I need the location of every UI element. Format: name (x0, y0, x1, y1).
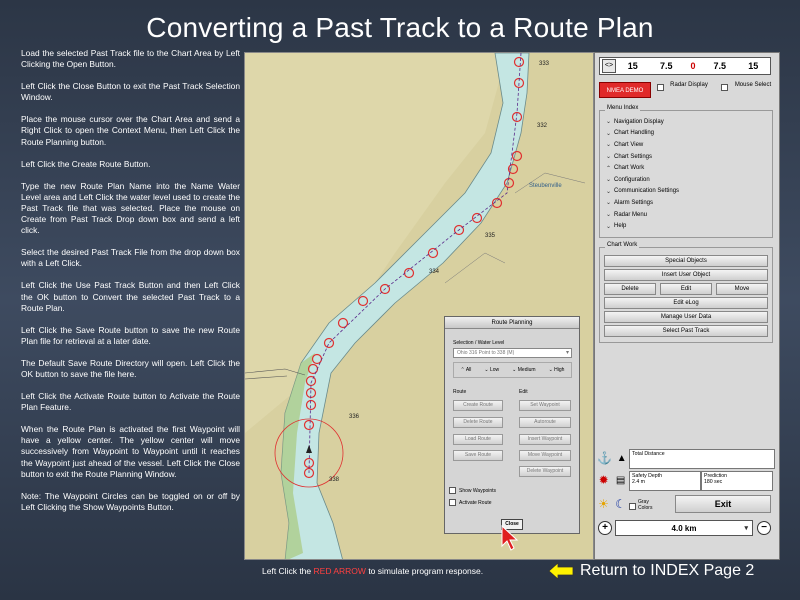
menu-item-label: Communication Settings (614, 188, 680, 195)
menu-item-label: Chart Settings (614, 153, 653, 160)
route-planning-title: Route Planning (445, 317, 579, 329)
instruction-step: Place the mouse cursor over the Chart Area and send a Right Click to open the Context Menu, then Left Click the Route Planning button. (21, 114, 240, 147)
chart-label: 336 (349, 414, 360, 420)
arrow-left-icon (548, 562, 574, 580)
delete-button[interactable]: Delete (604, 283, 656, 295)
return-to-index-button[interactable] (548, 562, 754, 580)
radar-display-checkbox[interactable] (657, 84, 664, 91)
show-waypoints-label: Show Waypoints (459, 487, 497, 494)
selection-dropdown[interactable] (453, 348, 572, 358)
depth-row (595, 471, 779, 491)
chart-label: 334 (429, 269, 440, 275)
display-row (595, 495, 779, 515)
chevron-down-icon: ⌄ (606, 200, 612, 207)
menu-item-chart-settings[interactable] (600, 151, 772, 163)
special-objects-button[interactable]: Special Objects (604, 255, 768, 267)
depth-icon[interactable]: ▤ (615, 474, 626, 486)
chevron-down-icon: ⌄ (548, 367, 553, 373)
safety-depth-value: 2.4 m (632, 479, 645, 485)
zoom-out-button[interactable]: − (757, 521, 771, 535)
chart-label: 332 (537, 123, 548, 129)
mouse-select-toggle[interactable] (721, 82, 775, 91)
footer-red-arrow: RED ARROW (313, 566, 366, 576)
scale-tick: 7.5 (713, 61, 727, 71)
instruction-step: Left Click the Close Button to exit the Past Track Selection Window. (21, 81, 240, 103)
insert-waypoint-button[interactable]: Insert Waypoint (519, 434, 571, 445)
red-arrow-icon[interactable] (500, 524, 520, 552)
gray-label: Gray (638, 499, 649, 505)
prediction-box[interactable] (701, 471, 773, 491)
activate-route-label: Activate Route (459, 499, 492, 506)
menu-item-communication-settings[interactable] (600, 186, 772, 198)
chevron-down-icon: ⌄ (606, 212, 612, 219)
zoom-in-button[interactable]: + (598, 521, 612, 535)
chevron-down-icon: ⌄ (606, 154, 612, 161)
level-label: High (554, 367, 565, 373)
level-label: Medium (517, 367, 536, 373)
chevron-down-icon: ⌄ (606, 177, 612, 184)
menu-item-label: Radar Menu (614, 211, 648, 218)
scale-tick: 0 (690, 61, 696, 71)
instructions-panel (21, 48, 240, 524)
instruction-step: Left Click the Activate Route button to Activate the Route Plan Feature. (21, 391, 240, 413)
insert-user-object-button[interactable]: Insert User Object (604, 269, 768, 281)
return-label: Return to INDEX Page 2 (580, 562, 755, 579)
mouse-select-label: Mouse Select (734, 82, 772, 88)
level-medium[interactable] (512, 367, 535, 373)
display-tools (595, 495, 629, 513)
menu-item-alarm-settings[interactable] (600, 197, 772, 209)
menu-item-configuration[interactable] (600, 174, 772, 186)
footer-prefix: Left Click the (262, 566, 312, 576)
level-all[interactable] (461, 367, 472, 373)
edit-elog-button[interactable]: Edit eLog (604, 297, 768, 309)
delete-waypoint-button[interactable]: Delete Waypoint (519, 466, 571, 477)
zoom-row (595, 519, 779, 537)
scale-tick: 15 (748, 61, 759, 71)
menu-item-label: Chart Handling (614, 130, 655, 137)
sun-icon[interactable]: ☀ (598, 497, 609, 511)
delete-route-button[interactable]: Delete Route (453, 417, 503, 428)
selection-value: Ohio 316 Point to 338 (M) (457, 350, 515, 356)
zoom-select[interactable] (615, 520, 753, 536)
chevron-down-icon: ⌄ (606, 130, 612, 137)
instruction-step: Select the desired Past Track File from the drop down box with a Left Click. (21, 247, 240, 269)
chevron-up-icon: ⌃ (606, 165, 612, 172)
chevron-up-icon: ⌃ (460, 367, 465, 373)
chevron-down-icon: ▾ (565, 350, 569, 356)
instruction-step: Left Click the Use Past Track Button and then Left Click the OK button to Convert the selected Past Track to a Route Plan. (21, 280, 240, 313)
instruction-step: The Default Save Route Directory will open. Left Click the OK button to save the file here. (21, 357, 240, 379)
total-distance-box (629, 449, 775, 469)
instruction-step: When the Route Plan is activated the first Waypoint will have a yellow center. The yellow center will move successively from Waypoint to Waypoint until it reaches the Waypoint just ahead of the vessel. Left Click the Close button to exit the Route Planning Window. (21, 424, 240, 479)
scale-tick: 7.5 (659, 61, 673, 71)
level-high[interactable] (549, 367, 565, 373)
selection-label: Selection / Water Level (453, 340, 505, 346)
prediction-label: Prediction (704, 473, 728, 479)
anchor-icon[interactable]: ⚓ (597, 451, 613, 465)
safety-depth-label: Safety Depth (632, 473, 662, 479)
chevron-down-icon: ⌄ (606, 223, 612, 230)
mouse-select-checkbox[interactable] (721, 84, 728, 91)
menu-item-label: Configuration (614, 176, 650, 183)
menu-item-label: Help (614, 223, 627, 230)
menu-item-label: Navigation Display (614, 118, 664, 125)
control-panel (594, 52, 780, 560)
show-waypoints-toggle[interactable] (449, 487, 496, 494)
level-label: Low (489, 367, 500, 373)
save-route-button[interactable]: Save Route (453, 450, 503, 461)
chevron-down-icon: ⌄ (484, 367, 489, 373)
menu-item-help[interactable] (600, 220, 772, 232)
route-group-label: Route (453, 389, 467, 395)
scale-tick: 15 (627, 61, 638, 71)
safety-depth-box[interactable] (629, 471, 701, 491)
move-button[interactable]: Move (716, 283, 768, 295)
chart-label: 333 (539, 61, 550, 67)
radar-display-toggle[interactable] (657, 82, 711, 91)
colors-label: Colors (638, 505, 653, 511)
depth-tools (595, 471, 629, 489)
edit-button[interactable]: Edit (660, 283, 712, 295)
scale-toggle-button[interactable]: <> (602, 59, 616, 73)
level-label: All (465, 367, 472, 373)
edit-group-label: Edit (519, 389, 528, 395)
distance-tools (595, 449, 629, 467)
chart-label: Steubenville (529, 183, 562, 189)
instruction-step: Left Click the Save Route button to save the new Route Plan file for retrieval at a later date. (21, 324, 240, 346)
level-low[interactable] (484, 367, 499, 373)
menu-index-group (599, 105, 773, 238)
compass-icon[interactable]: ✹ (598, 473, 609, 487)
move-waypoint-button[interactable]: Move Waypoint (519, 450, 571, 461)
range-scale-bar[interactable] (599, 57, 771, 75)
load-route-button[interactable]: Load Route (453, 434, 503, 445)
chart-work-title: Chart Work (607, 242, 638, 248)
menu-item-chart-view[interactable] (600, 139, 772, 151)
activate-route-toggle[interactable] (449, 499, 492, 506)
nmea-demo-button[interactable]: NMEA DEMO (599, 82, 651, 98)
menu-item-radar-menu[interactable] (600, 209, 772, 221)
footer-suffix: to simulate program response. (368, 566, 484, 576)
instruction-step: Load the selected Past Track file to the Chart Area by Left Clicking the Open Button. (21, 48, 240, 70)
zoom-value: 4.0 km (671, 523, 697, 533)
menu-item-label: Chart Work (614, 165, 645, 172)
chevron-down-icon: ▾ (744, 525, 748, 532)
set-waypoint-button[interactable]: Set Waypoint (519, 400, 571, 411)
close-button[interactable]: Close (501, 519, 523, 530)
manage-user-data-button[interactable]: Manage User Data (604, 311, 768, 323)
menu-item-label: Chart View (614, 141, 644, 148)
chart-label: 335 (485, 233, 496, 239)
menu-index-title: Menu Index (607, 105, 639, 111)
chevron-down-icon: ⌄ (606, 119, 612, 126)
ruler-icon[interactable]: ▲ (616, 452, 627, 464)
water-level-options (453, 362, 572, 378)
moon-icon[interactable]: ☾ (615, 497, 626, 511)
menu-item-navigation-display[interactable] (600, 116, 772, 128)
prediction-value: 180 sec (704, 479, 723, 485)
instruction-step: Left Click the Create Route Button. (21, 158, 151, 169)
gray-colors-toggle[interactable] (629, 495, 675, 515)
chart-work-group (599, 242, 773, 343)
instruction-step: Type the new Route Plan Name into the Name Water Level area and Left Click the water level used to create the Past Track file that was selected. Place the mouse on Create from Past Track Drop down box and send a left click. (21, 180, 240, 236)
create-route-button[interactable]: Create Route (453, 400, 503, 411)
footer-note (262, 566, 483, 576)
chevron-down-icon: ⌄ (606, 142, 612, 149)
gray-colors-checkbox[interactable] (629, 503, 636, 510)
autoroute-button[interactable]: Autoroute (519, 417, 571, 428)
menu-item-label: Alarm Settings (614, 199, 654, 206)
select-past-track-button[interactable]: Select Past Track (604, 325, 768, 337)
route-planning-dialog (444, 316, 580, 534)
chevron-down-icon: ⌄ (512, 367, 517, 373)
total-distance-label: Total Distance (632, 451, 665, 457)
menu-item-chart-handling[interactable] (600, 128, 772, 140)
show-waypoints-checkbox[interactable] (449, 487, 456, 494)
activate-route-checkbox[interactable] (449, 499, 456, 506)
radar-display-label: Radar Display (670, 82, 708, 88)
menu-item-chart-work[interactable] (600, 162, 772, 174)
page-title: Converting a Past Track to a Route Plan (146, 12, 654, 43)
chevron-down-icon: ⌄ (606, 188, 612, 195)
chart-label: 338 (329, 477, 340, 483)
instruction-step: Note: The Waypoint Circles can be toggled on or off by Left Clicking the Show Waypoints Button. (21, 490, 240, 512)
exit-button[interactable]: Exit (675, 495, 771, 513)
distance-row (595, 449, 779, 469)
